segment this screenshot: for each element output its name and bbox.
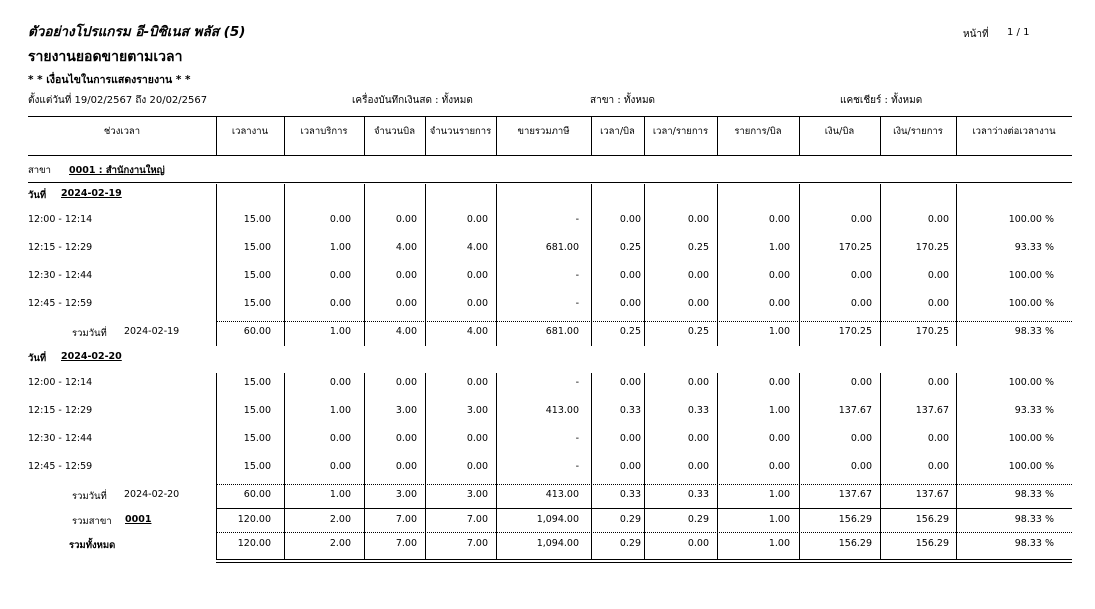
column-header: เวลา/รายการ — [652, 126, 709, 137]
filter-cashier: แคชเชียร์ : ทั้งหมด — [840, 95, 923, 106]
table-cell: 7.00 — [395, 514, 417, 525]
table-cell: 1.00 — [768, 514, 790, 525]
table-cell: 0.00 — [850, 377, 872, 388]
table-cell: 170.25 — [838, 242, 872, 253]
table-cell: - — [575, 298, 579, 309]
column-divider — [591, 508, 592, 559]
table-cell: - — [575, 433, 579, 444]
table-cell: 60.00 — [243, 326, 271, 337]
table-cell: - — [575, 214, 579, 225]
table-cell: 170.25 — [838, 326, 872, 337]
table-cell: 100.00 % — [1008, 461, 1054, 472]
table-cell: 0.00 — [619, 214, 641, 225]
dotted-rule — [216, 532, 1072, 533]
table-cell: 3.00 — [395, 405, 417, 416]
table-cell: 0.25 — [619, 242, 641, 253]
table-cell: 4.00 — [466, 326, 488, 337]
grand-total-rule-2 — [216, 562, 1072, 563]
column-header: จำนวนบิล — [373, 126, 416, 137]
table-cell: 4.00 — [395, 326, 417, 337]
table-cell: 0.00 — [687, 433, 709, 444]
table-cell: 15.00 — [243, 298, 271, 309]
table-cell: 0.25 — [687, 326, 709, 337]
time-slot: 12:15 - 12:29 — [28, 405, 93, 416]
column-divider — [956, 373, 957, 509]
grand-total-label: รวมทั้งหมด — [69, 540, 116, 551]
table-cell: 0.00 — [850, 433, 872, 444]
table-cell: 681.00 — [545, 326, 579, 337]
column-header: รายการ/บิล — [734, 126, 782, 137]
day-total-date: 2024-02-19 — [124, 326, 180, 337]
column-header: เวลางาน — [231, 126, 269, 137]
table-cell: 0.00 — [927, 270, 949, 281]
table-cell: 0.00 — [927, 298, 949, 309]
time-slot: 12:45 - 12:59 — [28, 461, 93, 472]
table-cell: 0.00 — [687, 298, 709, 309]
column-divider — [496, 508, 497, 559]
table-cell: 1.00 — [768, 489, 790, 500]
day-total-label: รวมวันที่ — [72, 328, 107, 339]
column-divider — [425, 508, 426, 559]
table-cell: 98.33 % — [1014, 514, 1054, 525]
table-cell: 0.00 — [466, 433, 488, 444]
table-cell: 0.00 — [687, 538, 709, 549]
table-cell: 15.00 — [243, 377, 271, 388]
table-cell: 0.33 — [687, 405, 709, 416]
column-divider — [644, 373, 645, 509]
table-cell: 0.00 — [395, 270, 417, 281]
table-cell: 3.00 — [466, 405, 488, 416]
column-divider — [216, 508, 217, 559]
table-cell: 1.00 — [329, 242, 351, 253]
column-divider — [284, 508, 285, 559]
column-divider — [799, 508, 800, 559]
table-cell: 0.00 — [687, 270, 709, 281]
table-cell: 0.00 — [927, 377, 949, 388]
table-cell: 100.00 % — [1008, 298, 1054, 309]
table-cell: 0.00 — [850, 298, 872, 309]
branch-rule — [28, 182, 1072, 183]
table-cell: 100.00 % — [1008, 433, 1054, 444]
column-divider — [364, 373, 365, 509]
filter-branch: สาขา : ทั้งหมด — [590, 95, 656, 106]
table-cell: 0.25 — [687, 242, 709, 253]
day-date: 2024-02-20 — [61, 351, 122, 362]
table-cell: 137.67 — [838, 405, 872, 416]
column-divider — [284, 373, 285, 509]
table-cell: 2.00 — [329, 538, 351, 549]
table-cell: 3.00 — [395, 489, 417, 500]
table-cell: 0.00 — [619, 461, 641, 472]
time-slot: 12:00 - 12:14 — [28, 377, 93, 388]
column-divider — [425, 373, 426, 509]
table-cell: 0.00 — [927, 214, 949, 225]
table-cell: 0.00 — [768, 461, 790, 472]
column-header: ช่วงเวลา — [103, 126, 141, 137]
table-cell: 0.00 — [768, 433, 790, 444]
table-cell: 1.00 — [329, 405, 351, 416]
column-divider — [717, 373, 718, 509]
table-cell: 0.25 — [619, 326, 641, 337]
table-cell: 1.00 — [329, 326, 351, 337]
column-header: เวลาว่างต่อเวลางาน — [972, 126, 1056, 137]
table-cell: 15.00 — [243, 405, 271, 416]
column-divider — [496, 373, 497, 509]
table-cell: 0.00 — [395, 433, 417, 444]
column-header: เวลาบริการ — [300, 126, 348, 137]
table-cell: 0.00 — [850, 214, 872, 225]
report-title: รายงานยอดขายตามเวลา — [28, 49, 183, 65]
table-cell: 15.00 — [243, 242, 271, 253]
table-cell: 0.33 — [619, 405, 641, 416]
table-cell: 1,094.00 — [536, 538, 579, 549]
table-cell: 413.00 — [545, 489, 579, 500]
table-cell: 0.00 — [619, 270, 641, 281]
dotted-rule — [216, 484, 1072, 485]
column-header: ขายรวมภาษี — [517, 126, 570, 137]
day-date: 2024-02-19 — [61, 188, 122, 199]
table-cell: 1.00 — [768, 538, 790, 549]
column-divider — [956, 508, 957, 559]
table-cell: 0.00 — [466, 270, 488, 281]
table-cell: 0.00 — [466, 214, 488, 225]
table-cell: 681.00 — [545, 242, 579, 253]
table-cell: 93.33 % — [1014, 242, 1054, 253]
column-divider — [216, 373, 217, 509]
table-cell: 0.00 — [329, 377, 351, 388]
table-cell: 7.00 — [466, 538, 488, 549]
table-cell: 0.00 — [329, 461, 351, 472]
table-cell: 15.00 — [243, 433, 271, 444]
table-cell: 0.00 — [329, 298, 351, 309]
table-cell: 0.00 — [329, 433, 351, 444]
table-cell: 0.00 — [466, 377, 488, 388]
table-cell: 0.33 — [619, 489, 641, 500]
table-cell: - — [575, 461, 579, 472]
table-cell: 7.00 — [466, 514, 488, 525]
table-cell: 0.33 — [687, 489, 709, 500]
header-top-rule — [28, 116, 1072, 117]
day-total-date: 2024-02-20 — [124, 489, 180, 500]
branch-total-code: 0001 — [125, 514, 152, 525]
table-cell: 15.00 — [243, 270, 271, 281]
table-cell: 0.00 — [768, 298, 790, 309]
column-header: เงิน/รายการ — [893, 126, 943, 137]
table-cell: 0.00 — [687, 377, 709, 388]
table-cell: 156.29 — [915, 538, 949, 549]
table-cell: 3.00 — [466, 489, 488, 500]
table-cell: 1.00 — [768, 405, 790, 416]
table-cell: 0.00 — [395, 214, 417, 225]
column-divider — [799, 373, 800, 509]
branch-label: สาขา — [28, 165, 51, 176]
table-cell: 137.67 — [915, 489, 949, 500]
table-cell: 137.67 — [838, 489, 872, 500]
table-cell: 0.00 — [619, 298, 641, 309]
table-cell: 0.29 — [619, 514, 641, 525]
table-cell: 0.00 — [927, 461, 949, 472]
column-divider — [591, 373, 592, 509]
table-cell: 0.00 — [395, 377, 417, 388]
filter-date-range: ตั้งแต่วันที่ 19/02/2567 ถึง 20/02/2567 — [28, 95, 208, 106]
table-cell: - — [575, 270, 579, 281]
table-cell: 2.00 — [329, 514, 351, 525]
table-cell: 137.67 — [915, 405, 949, 416]
table-cell: 0.00 — [466, 461, 488, 472]
time-slot: 12:45 - 12:59 — [28, 298, 93, 309]
table-cell: 98.33 % — [1014, 489, 1054, 500]
table-cell: 1.00 — [768, 326, 790, 337]
table-cell: 0.00 — [927, 433, 949, 444]
table-cell: 0.00 — [768, 270, 790, 281]
company-name: ตัวอย่างโปรแกรม อี-บิซิเนส พลัส (5) — [28, 24, 246, 40]
time-slot: 12:15 - 12:29 — [28, 242, 93, 253]
column-divider — [717, 508, 718, 559]
table-cell: 100.00 % — [1008, 270, 1054, 281]
table-cell: 1.00 — [768, 242, 790, 253]
table-cell: 7.00 — [395, 538, 417, 549]
branch-value: 0001 : สำนักงานใหญ่ — [69, 165, 165, 176]
table-cell: 15.00 — [243, 214, 271, 225]
table-cell: 0.00 — [687, 461, 709, 472]
table-cell: 0.00 — [850, 461, 872, 472]
table-cell: 100.00 % — [1008, 214, 1054, 225]
table-cell: 170.25 — [915, 326, 949, 337]
table-cell: 170.25 — [915, 242, 949, 253]
table-cell: 0.00 — [329, 270, 351, 281]
table-cell: 0.00 — [466, 298, 488, 309]
filter-register: เครื่องบันทึกเงินสด : ทั้งหมด — [352, 95, 473, 106]
table-cell: 4.00 — [466, 242, 488, 253]
column-divider — [880, 373, 881, 509]
table-cell: 156.29 — [838, 538, 872, 549]
column-divider — [644, 508, 645, 559]
table-cell: 0.00 — [768, 377, 790, 388]
time-slot: 12:30 - 12:44 — [28, 270, 93, 281]
table-cell: - — [575, 377, 579, 388]
day-total-label: รวมวันที่ — [72, 491, 107, 502]
header-bottom-rule — [28, 155, 1072, 156]
page-label: หน้าที่ — [963, 29, 989, 40]
day-label: วันที่ — [28, 190, 47, 201]
column-divider — [880, 508, 881, 559]
table-cell: 0.00 — [768, 214, 790, 225]
table-cell: 0.29 — [619, 538, 641, 549]
column-header: เวลา/บิล — [600, 126, 635, 137]
table-cell: 0.00 — [395, 298, 417, 309]
table-cell: 98.33 % — [1014, 538, 1054, 549]
table-cell: 60.00 — [243, 489, 271, 500]
table-cell: 0.29 — [687, 514, 709, 525]
table-cell: 0.00 — [329, 214, 351, 225]
dotted-rule — [216, 321, 1072, 322]
table-cell: 98.33 % — [1014, 326, 1054, 337]
table-cell: 0.00 — [395, 461, 417, 472]
conditions-heading: * * เงื่อนไขในการแสดงรายงาน * * — [28, 74, 191, 86]
page-number: 1 / 1 — [1007, 27, 1030, 38]
branch-total-label: รวมสาขา — [72, 516, 112, 527]
table-cell: 413.00 — [545, 405, 579, 416]
table-cell: 93.33 % — [1014, 405, 1054, 416]
table-cell: 1,094.00 — [536, 514, 579, 525]
column-divider — [364, 508, 365, 559]
table-cell: 0.00 — [687, 214, 709, 225]
table-cell: 156.29 — [838, 514, 872, 525]
grand-total-rule-1 — [216, 559, 1072, 560]
column-header: จำนวนรายการ — [429, 126, 492, 137]
day-label: วันที่ — [28, 353, 47, 364]
table-cell: 15.00 — [243, 461, 271, 472]
time-slot: 12:00 - 12:14 — [28, 214, 93, 225]
table-cell: 0.00 — [619, 433, 641, 444]
table-cell: 0.00 — [619, 377, 641, 388]
table-cell: 4.00 — [395, 242, 417, 253]
table-cell: 0.00 — [850, 270, 872, 281]
time-slot: 12:30 - 12:44 — [28, 433, 93, 444]
table-cell: 120.00 — [237, 514, 271, 525]
table-cell: 100.00 % — [1008, 377, 1054, 388]
table-cell: 1.00 — [329, 489, 351, 500]
table-cell: 156.29 — [915, 514, 949, 525]
table-cell: 120.00 — [237, 538, 271, 549]
column-header: เงิน/บิล — [824, 126, 855, 137]
